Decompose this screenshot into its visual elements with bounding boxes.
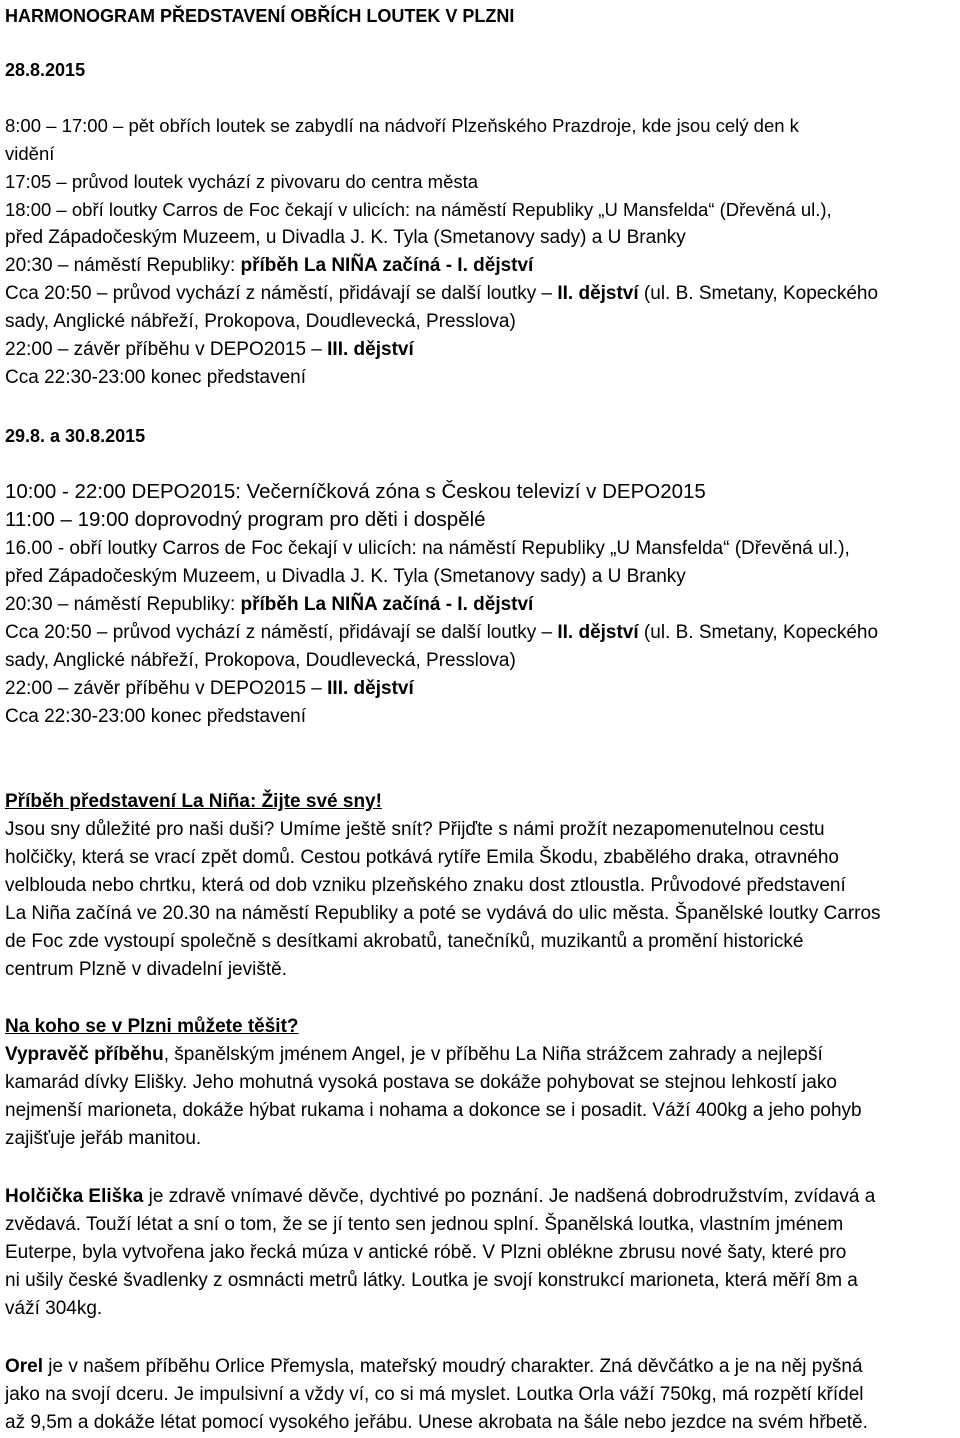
schedule-line: sady, Anglické nábřeží, Prokopova, Doudlevecká, Presslova) (5, 650, 516, 671)
document-title: HARMONOGRAM PŘEDSTAVENÍ OBŘÍCH LOUTEK V PLZNI (5, 6, 515, 26)
paragraph-text: je v našem příběhu Orlice Přemysla, mateřský moudrý charakter. Zná děvčátko a je na něj pyšná (43, 1356, 863, 1377)
story-heading: Příběh představení La Niña: Žijte své sny! (5, 791, 382, 812)
schedule-text: (ul. B. Smetany, Kopeckého (638, 283, 879, 304)
schedule-line: sady, Anglické nábřeží, Prokopova, Doudlevecká, Presslova) (5, 311, 516, 332)
schedule-line: před Západočeským Muzeem, u Divadla J. K. Tyla (Smetanovy sady) a U Branky (5, 566, 686, 587)
paragraph-line: La Niña začíná ve 20.30 na náměstí Republiky a poté se vydává do ulic města. Španělské loutky Carros (5, 903, 881, 924)
paragraph-line: váží 304kg. (5, 1298, 103, 1319)
character-name: Orel (5, 1356, 44, 1377)
schedule-text: 20:30 – náměstí Republiky: (5, 255, 241, 276)
paragraph-line: centrum Plzně v divadelní jeviště. (5, 959, 287, 980)
paragraph-text: , španělským jménem Angel, je v příběhu La Niña strážcem zahrady a nejlepší (163, 1044, 823, 1065)
schedule-line: vidění (5, 143, 55, 164)
day2-date: 29.8. a 30.8.2015 (5, 426, 146, 446)
act-label: II. dějství (557, 622, 639, 643)
character-name: Holčička Eliška (5, 1186, 144, 1207)
paragraph-line (5, 1353, 863, 1381)
schedule-line: 17:05 – průvod loutek vychází z pivovaru do centra města (5, 171, 479, 192)
character-name: Vypravěč příběhu (5, 1044, 164, 1065)
paragraph-line (5, 1041, 823, 1069)
paragraph-line: de Foc zde vystoupí společně s desítkami akrobatů, tanečníků, muzikantů a promění historické (5, 931, 804, 952)
schedule-text: 22:00 – závěr příběhu v DEPO2015 – (5, 339, 328, 360)
schedule-line (5, 280, 878, 308)
day1-date: 28.8.2015 (5, 60, 86, 80)
schedule-line: před Západočeským Muzeem, u Divadla J. K. Tyla (Smetanovy sady) a U Branky (5, 227, 686, 248)
schedule-line (5, 252, 533, 280)
schedule-line: Cca 22:30-23:00 konec představení (5, 706, 307, 727)
paragraph-line: kamarád dívky Elišky. Jeho mohutná vysoká postava se dokáže pohybovat se stejnou lehkostí jako (5, 1072, 837, 1093)
schedule-text: Cca 20:50 – průvod vychází z náměstí, přidávají se další loutky – (5, 622, 558, 643)
paragraph-line: velblouda nebo chrtku, která od dob vzniku plzeňského znaku dost ztloustla. Průvodové představení (5, 875, 846, 896)
schedule-line (5, 591, 533, 619)
schedule-line: 10:00 - 22:00 DEPO2015: Večerníčková zóna s Českou televizí v DEPO2015 (5, 480, 706, 503)
schedule-text: Cca 20:50 – průvod vychází z náměstí, přidávají se další loutky – (5, 283, 558, 304)
paragraph-line: Euterpe, byla vytvořena jako řecká múza v antické róbě. V Plzni oblékne zbrusu nové šaty, které pro (5, 1242, 847, 1263)
schedule-line: 11:00 – 19:00 doprovodný program pro děti i dospělé (5, 508, 486, 531)
paragraph-line: Jsou sny důležité pro naši duši? Umíme ještě snít? Přijďte s námi prožít nezapomenutelnou cestu (5, 819, 825, 840)
schedule-line: 18:00 – obří loutky Carros de Foc čekají v ulicích: na náměstí Republiky „U Mansfelda“ (Dřevěná ul.), (5, 199, 832, 220)
schedule-line (5, 675, 414, 703)
paragraph-line: zajišťuje jeřáb manitou. (5, 1128, 202, 1149)
paragraph-line: nejmenší marioneta, dokáže hýbat rukama i nohama a dokonce se i posadit. Váží 400kg a jeho pohyb (5, 1100, 862, 1121)
paragraph-line: ni ušily české švadlenky z osmnácti metrů látky. Loutka je svojí konstrukcí marioneta, která měří 8m a (5, 1270, 858, 1291)
paragraph-line: jako na svojí dceru. Je impulsivní a vždy ví, co si má myslet. Loutka Orla váží 750kg, má rozpětí křídel (5, 1384, 864, 1405)
schedule-text: (ul. B. Smetany, Kopeckého (638, 622, 879, 643)
act-label: III. dějství (327, 678, 414, 699)
paragraph-line (5, 1183, 875, 1211)
act-label: II. dějství (557, 283, 639, 304)
schedule-line (5, 336, 414, 364)
schedule-text: 22:00 – závěr příběhu v DEPO2015 – (5, 678, 328, 699)
act-label: příběh La NIÑA začíná - I. dějství (240, 255, 534, 276)
act-label: III. dějství (327, 339, 414, 360)
act-label: příběh La NIÑA začíná - I. dějství (240, 594, 534, 615)
schedule-text: 20:30 – náměstí Republiky: (5, 594, 241, 615)
paragraph-text: je zdravě vnímavé děvče, dychtivé po poznání. Je nadšená dobrodružstvím, zvídavá a (143, 1186, 876, 1207)
characters-heading: Na koho se v Plzni můžete těšit? (5, 1016, 299, 1037)
paragraph-line: zvědavá. Touží létat a sní o tom, že se jí tento sen jednou splní. Španělská loutka, vlastním jménem (5, 1214, 844, 1235)
schedule-line: 16.00 - obří loutky Carros de Foc čekají v ulicích: na náměstí Republiky „U Mansfelda“ (Dřevěná ul.), (5, 538, 850, 559)
schedule-line: Cca 22:30-23:00 konec představení (5, 367, 307, 388)
paragraph-line: až 9,5m a dokáže létat pomocí vysokého jeřábu. Unese akrobata na šále nebo jezdce na svém hřbetě. (5, 1412, 868, 1433)
schedule-line: 8:00 – 17:00 – pět obřích loutek se zabydlí na nádvoří Plzeňského Prazdroje, kde jsou celý den k (5, 115, 799, 136)
schedule-line (5, 619, 878, 647)
paragraph-line: holčičky, která se vrací zpět domů. Cestou potkává rytíře Emila Škodu, zbabělého draka, otravného (5, 847, 839, 868)
